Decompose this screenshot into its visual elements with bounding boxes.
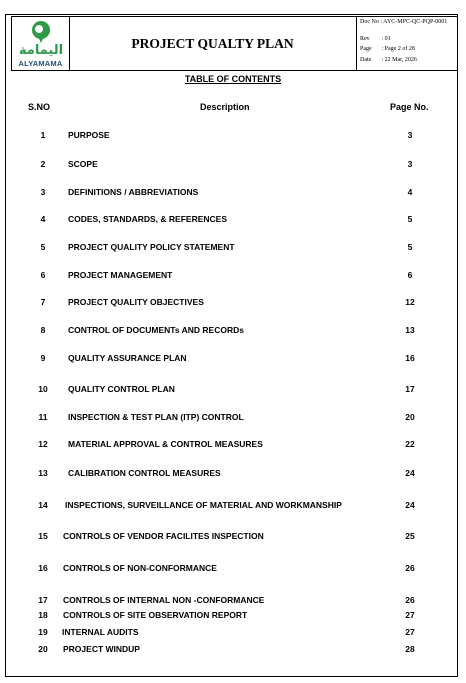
toc-row [0,531,466,543]
toc-row [0,500,466,512]
rev-value: : 01 [381,36,391,42]
toc-row-page: 16 [405,353,415,363]
toc-row-description: CONTROLS OF NON-CONFORMANCE [63,563,217,573]
toc-row-description: INTERNAL AUDITS [62,627,139,637]
document-header [11,16,458,71]
logo-text: ALYAMAMA [18,59,63,68]
svg-text:اليمامة: اليمامة [18,43,64,58]
toc-row [0,214,466,226]
toc-row-number: 3 [40,187,46,197]
toc-row-number: 6 [40,270,46,280]
toc-row-description: MATERIAL APPROVAL & CONTROL MEASURES [68,439,263,449]
toc-row-page: 26 [405,595,415,605]
doc-no-label: Doc No : [360,19,382,25]
toc-row-number: 13 [38,468,48,478]
toc-row-description: PROJECT WINDUP [63,644,140,654]
toc-row [0,412,466,424]
page-line [360,45,415,53]
toc-row-description: PROJECT QUALITY OBJECTIVES [68,297,204,307]
toc-row-number: 12 [38,439,48,449]
toc-row-number: 19 [38,627,48,637]
toc-row-page: 22 [405,439,415,449]
toc-row-number: 15 [38,531,48,541]
date-line [360,56,417,64]
toc-row [0,130,466,142]
toc-row [0,297,466,309]
toc-row-page: 26 [405,563,415,573]
toc-row-page: 20 [405,412,415,422]
toc-row-page: 27 [405,627,415,637]
toc-row-page: 17 [405,384,415,394]
toc-row-page: 27 [405,610,415,620]
date-value: : 22 Mar, 2026 [381,57,417,63]
page-border [5,14,458,677]
toc-row-number: 11 [38,412,48,422]
toc-row [0,384,466,396]
doc-no-line [360,18,447,26]
toc-row-number: 1 [40,130,46,140]
toc-row-number: 8 [40,325,46,335]
column-header-page: Page No. [390,102,429,112]
toc-row-page: 13 [405,325,415,335]
toc-title: TABLE OF CONTENTS [184,74,282,84]
toc-row-description: CALIBRATION CONTROL MEASURES [68,468,221,478]
page-value: : Page 2 of 28 [381,46,415,52]
toc-row-description: CONTROL OF DOCUMENTs AND RECORDs [68,325,244,335]
toc-row-page: 5 [407,214,413,224]
toc-row [0,187,466,199]
date-label: Date [360,57,372,63]
toc-row-page: 6 [407,270,413,280]
toc-row-page: 24 [405,500,415,510]
document-title: PROJECT QUALTY PLAN [69,17,357,70]
toc-row [0,242,466,254]
toc-row-page: 3 [407,159,413,169]
toc-row-page: 25 [405,531,415,541]
logo [12,17,70,70]
toc-row [0,439,466,451]
toc-row-description: CONTROLS OF VENDOR FACILITES INSPECTION [63,531,264,541]
toc-row [0,595,466,607]
toc-row-page: 12 [405,297,415,307]
toc-row-description: DEFINITIONS / ABBREVIATIONS [68,187,199,197]
toc-row [0,270,466,282]
toc-row-page: 24 [405,468,415,478]
toc-row-description: INSPECTIONS, SURVEILLANCE OF MATERIAL AND WORKMANSHIP [65,500,342,510]
toc-row-page: 5 [407,242,413,252]
toc-row-number: 10 [38,384,48,394]
toc-row-number: 5 [40,242,46,252]
rev-line [360,35,391,43]
toc-row-description: CODES, STANDARDS, & REFERENCES [68,214,227,224]
toc-row-description: PURPOSE [68,130,110,140]
toc-row-page: 28 [405,644,415,654]
toc-row [0,627,466,639]
doc-no-value: AYC-MPC-QC-PQP-0001 [383,19,448,25]
alyamama-logo-icon [16,19,66,59]
column-header-sno: S.NO [28,102,51,112]
toc-row [0,159,466,171]
toc-row [0,353,466,365]
toc-row-description: INSPECTION & TEST PLAN (ITP) CONTROL [68,412,244,422]
toc-row-description: QUALITY CONTROL PLAN [68,384,175,394]
toc-row-number: 18 [38,610,48,620]
toc-row [0,468,466,480]
column-header-description: Description [200,102,250,112]
toc-row [0,610,466,622]
toc-row-number: 20 [38,644,48,654]
toc-row-page: 3 [407,130,413,140]
toc-row-description: QUALITY ASSURANCE PLAN [68,353,187,363]
page-label: Page [360,46,372,52]
toc-row-number: 9 [40,353,46,363]
toc-row [0,563,466,575]
toc-row-description: SCOPE [68,159,98,169]
toc-row-number: 4 [40,214,46,224]
toc-row [0,644,466,656]
toc-row-description: PROJECT QUALITY POLICY STATEMENT [68,242,235,252]
toc-row-number: 7 [40,297,46,307]
toc-row [0,325,466,337]
toc-row-number: 17 [38,595,48,605]
toc-row-description: CONTROLS OF SITE OBSERVATION REPORT [63,610,248,620]
toc-row-description: PROJECT MANAGEMENT [68,270,173,280]
toc-row-number: 14 [38,500,48,510]
toc-row-description: CONTROLS OF INTERNAL NON -CONFORMANCE [63,595,265,605]
rev-label: Rev [360,36,370,42]
toc-row-page: 4 [407,187,413,197]
toc-row-number: 16 [38,563,48,573]
toc-row-number: 2 [40,159,46,169]
document-meta [357,17,457,70]
